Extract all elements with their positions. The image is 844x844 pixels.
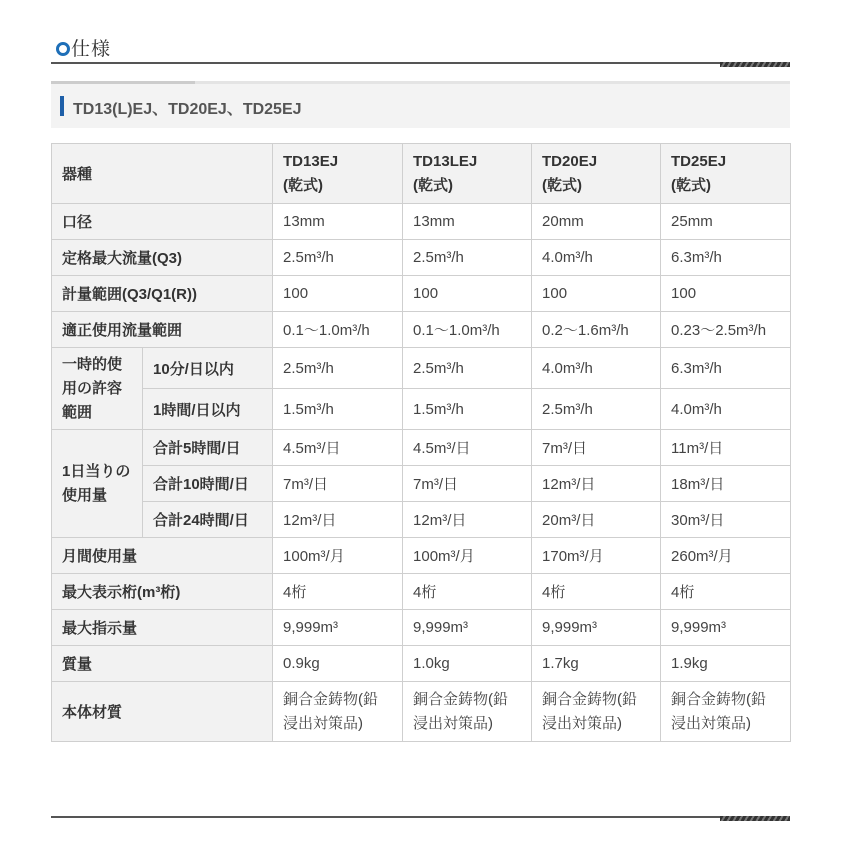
sub-label: 合計24時間/日 [143, 502, 273, 538]
cell: 1.5m³/h [273, 389, 403, 430]
model-type: (乾式) [671, 176, 712, 194]
model-name: TD25EJ [671, 152, 727, 170]
footer-divider [51, 816, 790, 818]
table-row [52, 610, 791, 646]
cell: 0.23〜2.5m³/h [661, 312, 791, 348]
sub-label: 合計5時間/日 [143, 430, 273, 466]
subheader-title: TD13(L)EJ、TD20EJ、TD25EJ [73, 101, 302, 118]
table-row [52, 312, 791, 348]
cell: 0.9kg [273, 646, 403, 682]
cell: 銅合金鋳物(鉛浸出対策品) [403, 682, 532, 742]
cell: 13mm [273, 204, 403, 240]
row-label: 最大指示量 [52, 610, 273, 646]
cell: 4桁 [273, 574, 403, 610]
cell: 4.5m³/日 [273, 430, 403, 466]
table-row [52, 502, 791, 538]
cell: 6.3m³/h [661, 240, 791, 276]
table-row [52, 204, 791, 240]
cell: 7m³/日 [273, 466, 403, 502]
cell: 4.5m³/日 [403, 430, 532, 466]
cell: 2.5m³/h [273, 240, 403, 276]
cell: 13mm [403, 204, 532, 240]
cell: 4.0m³/h [532, 348, 661, 389]
cell: 4桁 [661, 574, 791, 610]
cell: 9,999m³ [403, 610, 532, 646]
cell: 1.7kg [532, 646, 661, 682]
model-type: (乾式) [413, 176, 454, 194]
cell: 4桁 [532, 574, 661, 610]
cell: 銅合金鋳物(鉛浸出対策品) [532, 682, 661, 742]
cell: 11m³/日 [661, 430, 791, 466]
cell: 2.5m³/h [403, 348, 532, 389]
model-name: TD13EJ [283, 152, 339, 170]
cell: 9,999m³ [661, 610, 791, 646]
table-row [52, 574, 791, 610]
cell: 9,999m³ [532, 610, 661, 646]
row-label: 計量範囲(Q3/Q1(R)) [52, 276, 273, 312]
hatch-decoration [720, 62, 790, 67]
subheader-top-accent [51, 81, 195, 84]
spec-table [51, 143, 791, 742]
cell: 9,999m³ [273, 610, 403, 646]
table-row [52, 389, 791, 430]
row-label: 定格最大流量(Q3) [52, 240, 273, 276]
cell: 170m³/月 [532, 538, 661, 574]
cell: 20mm [532, 204, 661, 240]
cell: 銅合金鋳物(鉛浸出対策品) [661, 682, 791, 742]
cell: 100 [661, 276, 791, 312]
ring-bullet-icon [56, 42, 70, 56]
cell: 0.2〜1.6m³/h [532, 312, 661, 348]
sub-label: 1時間/日以内 [143, 389, 273, 430]
cell: 100 [403, 276, 532, 312]
cell: 1.9kg [661, 646, 791, 682]
cell: 7m³/日 [532, 430, 661, 466]
cell: 260m³/月 [661, 538, 791, 574]
row-label: 口径 [52, 204, 273, 240]
cell: 0.1〜1.0m³/h [403, 312, 532, 348]
cell: 7m³/日 [403, 466, 532, 502]
model-header [532, 144, 661, 204]
table-row [52, 682, 791, 742]
model-header [273, 144, 403, 204]
cell: 2.5m³/h [403, 240, 532, 276]
model-subheader [51, 81, 790, 128]
cell: 30m³/日 [661, 502, 791, 538]
table-row [52, 538, 791, 574]
cell: 25mm [661, 204, 791, 240]
cell: 0.1〜1.0m³/h [273, 312, 403, 348]
section-divider [51, 62, 790, 64]
cell: 2.5m³/h [273, 348, 403, 389]
section-header [51, 33, 790, 67]
cell: 銅合金鋳物(鉛浸出対策品) [273, 682, 403, 742]
model-type: (乾式) [283, 176, 324, 194]
cell: 12m³/日 [403, 502, 532, 538]
hatch-decoration [720, 816, 790, 821]
row-label: 最大表示桁(m³桁) [52, 574, 273, 610]
cell: 100 [273, 276, 403, 312]
table-row [52, 466, 791, 502]
table-header-row [52, 144, 791, 204]
cell: 4.0m³/h [661, 389, 791, 430]
cell: 1.5m³/h [403, 389, 532, 430]
cell: 4桁 [403, 574, 532, 610]
model-type: (乾式) [542, 176, 583, 194]
model-name: TD20EJ [542, 152, 598, 170]
cell: 2.5m³/h [532, 389, 661, 430]
cell: 100m³/月 [273, 538, 403, 574]
group-label: 1日当りの使用量 [52, 430, 143, 538]
row-label: 適正使用流量範囲 [52, 312, 273, 348]
table-row [52, 646, 791, 682]
cell: 100 [532, 276, 661, 312]
corner-header: 器種 [52, 144, 273, 204]
sub-label: 10分/日以内 [143, 348, 273, 389]
subheader-accent-bar [60, 96, 64, 116]
table-row [52, 430, 791, 466]
cell: 12m³/日 [273, 502, 403, 538]
table-row [52, 348, 791, 389]
row-label: 質量 [52, 646, 273, 682]
cell: 20m³/日 [532, 502, 661, 538]
cell: 6.3m³/h [661, 348, 791, 389]
model-header [661, 144, 791, 204]
section-title: 仕様 [71, 39, 112, 60]
sub-label: 合計10時間/日 [143, 466, 273, 502]
row-label: 本体材質 [52, 682, 273, 742]
model-name: TD13LEJ [413, 152, 478, 170]
cell: 100m³/月 [403, 538, 532, 574]
cell: 18m³/日 [661, 466, 791, 502]
row-label: 月間使用量 [52, 538, 273, 574]
group-label: 一時的使用の許容範囲 [52, 348, 143, 430]
cell: 12m³/日 [532, 466, 661, 502]
model-header [403, 144, 532, 204]
cell: 4.0m³/h [532, 240, 661, 276]
table-row [52, 240, 791, 276]
table-row [52, 276, 791, 312]
cell: 1.0kg [403, 646, 532, 682]
